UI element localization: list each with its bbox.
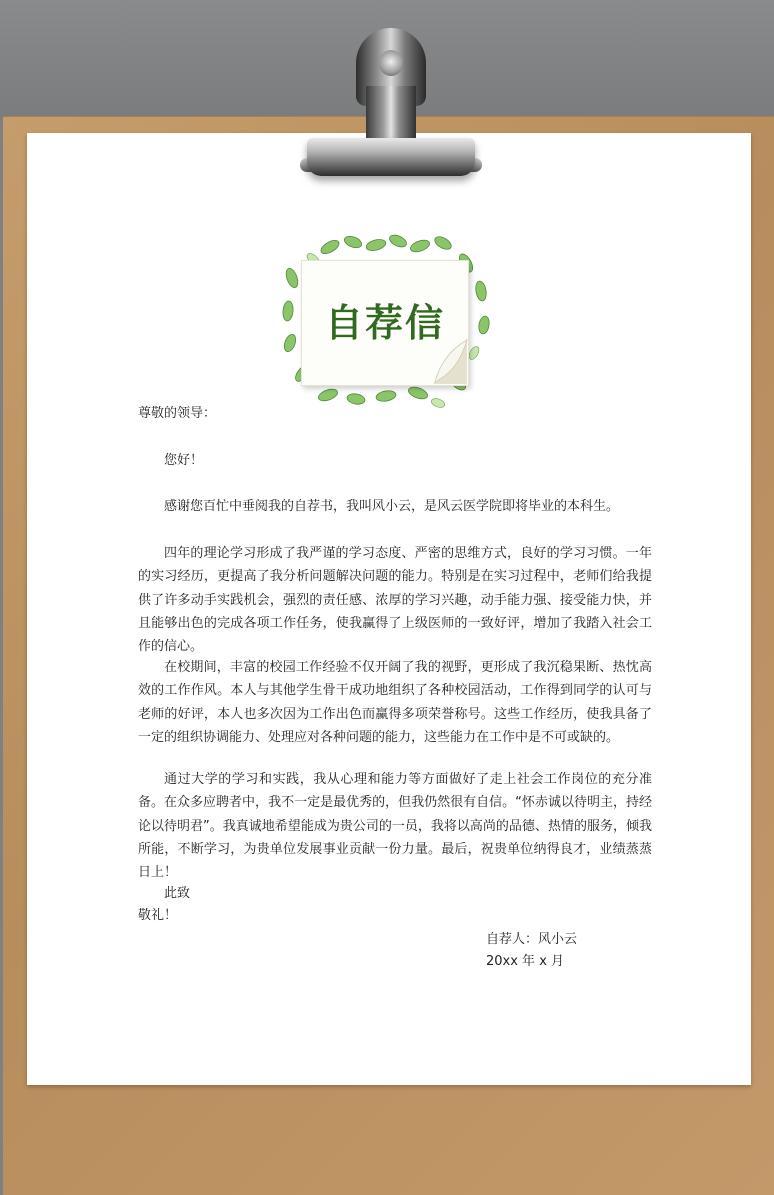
paragraph-campus: 在校期间，丰富的校园工作经验不仅开阔了我的视野，更形成了我沉稳果断、热忱高效的工作作风。本人与其他学生骨干成功地组织了各种校园活动，工作得到同学的认可与老师的好评，本人也多次因为工作出色而赢得多项荣誉称号。这些工作经历，使我具备了一定的组织协调能力、处理应对各种问题的能力，这些能力在工作中是不可或缺的。 xyxy=(138,660,652,745)
paragraph-study: 四年的理论学习形成了我严谨的学习态度、严密的思维方式，良好的学习习惯。一年的实习经历，更提高了我分析问题解决问题的能力。特别是在实习过程中，老师们给我提供了许多动手实践机会，强烈的责任感、浓厚的学习兴趣，动手能力强、接受能力快，并且能够出色的完成各项工作任务，使我赢得了上级医师的一致好评，增加了我踏入社会工作的信心。 xyxy=(138,546,652,655)
date: 20xx 年 x 月 xyxy=(486,954,565,969)
page-title: 自荐信 xyxy=(324,299,445,345)
paragraph-closing: 通过大学的学习和实践，我从心理和能力等方面做好了走上社会工作岗位的充分准备。在众多应聘者中，我不一定是最优秀的，但我仍然很有自信。“怀赤诚以待明主，持经论以待明君”。我真诚地希望能成为贵公司的一员，我将以高尚的品德、热情的服务，倾我所能，不断学习，为贵单位发展事业贡献一份力量。最后，祝贵单位纳得良才，业绩蒸蒸日上！ xyxy=(138,772,652,881)
closing-regards: 敬礼！ xyxy=(138,908,178,923)
closing-salutation: 此致 xyxy=(164,886,191,901)
hello: 您好！ xyxy=(164,453,204,468)
intro-paragraph: 感谢您百忙中垂阅我的自荐书，我叫风小云，是风云医学院即将毕业的本科生。 xyxy=(164,499,620,514)
title-card xyxy=(278,233,496,409)
page-curl-icon xyxy=(429,336,469,386)
greeting: 尊敬的领导： xyxy=(138,406,217,421)
binder-clip-icon xyxy=(300,28,480,178)
signer: 自荐人：风小云 xyxy=(486,932,578,947)
